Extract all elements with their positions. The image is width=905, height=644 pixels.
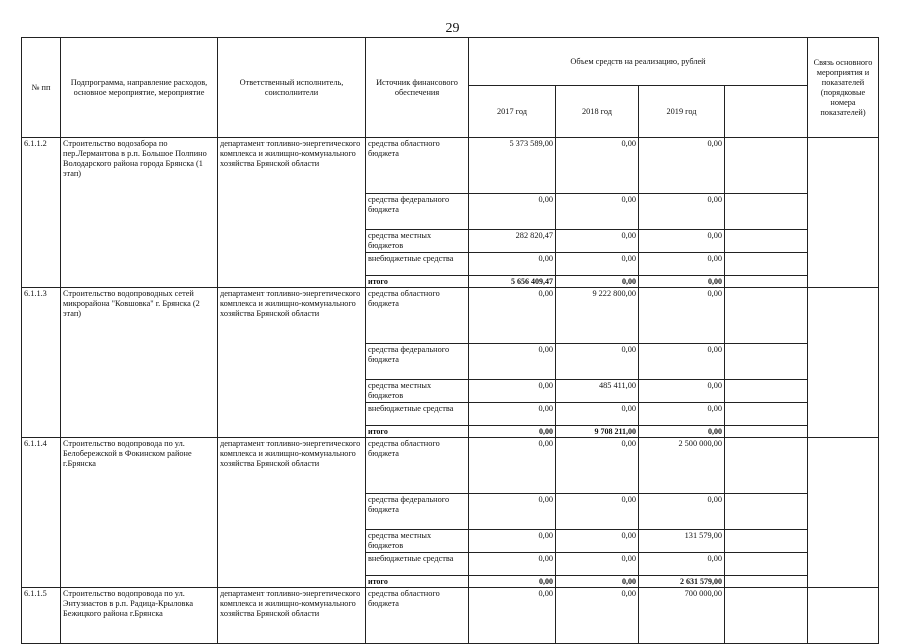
header-year-2019: 2019 год bbox=[639, 86, 725, 138]
table-row bbox=[22, 288, 879, 344]
amount-empty bbox=[725, 426, 808, 438]
amount-2019: 0,00 bbox=[639, 344, 725, 380]
table-body bbox=[22, 138, 879, 644]
amount-2018: 9 222 800,00 bbox=[556, 288, 639, 344]
funding-source: средства областного бюджета bbox=[366, 438, 469, 494]
header-num: № пп bbox=[22, 38, 61, 138]
amount-2019: 0,00 bbox=[639, 276, 725, 288]
amount-empty bbox=[725, 344, 808, 380]
funding-source: внебюджетные средства bbox=[366, 553, 469, 576]
amount-2017: 5 373 589,00 bbox=[469, 138, 556, 194]
amount-empty bbox=[725, 138, 808, 194]
amount-2019: 0,00 bbox=[639, 194, 725, 230]
amount-2018: 0,00 bbox=[556, 553, 639, 576]
amount-2017: 0,00 bbox=[469, 553, 556, 576]
amount-2019: 0,00 bbox=[639, 426, 725, 438]
amount-2019: 0,00 bbox=[639, 288, 725, 344]
amount-empty bbox=[725, 230, 808, 253]
amount-2017: 0,00 bbox=[469, 576, 556, 588]
amount-2019: 0,00 bbox=[639, 553, 725, 576]
amount-2019: 0,00 bbox=[639, 380, 725, 403]
amount-2019: 0,00 bbox=[639, 138, 725, 194]
funding-source: средства местных бюджетов bbox=[366, 230, 469, 253]
measure-name: Строительство водозабора по пер.Лермантова в р.п. Большое Полпино Володарского района города Брянска (1 этап) bbox=[61, 138, 218, 288]
amount-empty bbox=[725, 380, 808, 403]
table-row bbox=[22, 138, 879, 194]
executor-name: департамент топливно-энергетического комплекса и жилищно-коммунального хозяйства Брянской области bbox=[218, 288, 366, 438]
amount-2018: 0,00 bbox=[556, 138, 639, 194]
amount-2019: 131 579,00 bbox=[639, 530, 725, 553]
amount-2018: 0,00 bbox=[556, 194, 639, 230]
executor-name: департамент топливно-энергетического комплекса и жилищно-коммунального хозяйства Брянской области bbox=[218, 438, 366, 588]
funding-source: внебюджетные средства bbox=[366, 403, 469, 426]
indicator-link bbox=[808, 138, 879, 288]
funding-source: средства местных бюджетов bbox=[366, 380, 469, 403]
amount-2019: 0,00 bbox=[639, 494, 725, 530]
funding-source: средства областного бюджета bbox=[366, 138, 469, 194]
amount-empty bbox=[725, 276, 808, 288]
funding-source: внебюджетные средства bbox=[366, 253, 469, 276]
indicator-link bbox=[808, 288, 879, 438]
row-number: 6.1.1.3 bbox=[22, 288, 61, 438]
funding-source: средства областного бюджета bbox=[366, 288, 469, 344]
header-link: Связь основного мероприятия и показателей (порядковые номера показателей) bbox=[808, 38, 879, 138]
amount-empty bbox=[725, 403, 808, 426]
executor-name: департамент топливно-энергетического комплекса и жилищно-коммунального хозяйства Брянской области bbox=[218, 588, 366, 644]
row-number: 6.1.1.5 bbox=[22, 588, 61, 644]
budget-table bbox=[21, 37, 879, 644]
amount-empty bbox=[725, 530, 808, 553]
amount-2017: 0,00 bbox=[469, 438, 556, 494]
amount-2018: 0,00 bbox=[556, 344, 639, 380]
table-header bbox=[22, 38, 879, 138]
amount-2019: 0,00 bbox=[639, 230, 725, 253]
executor-name: департамент топливно-энергетического комплекса и жилищно-коммунального хозяйства Брянской области bbox=[218, 138, 366, 288]
header-source: Источник финансового обеспечения bbox=[366, 38, 469, 138]
measure-name: Строительство водопровода по ул. Энтузиастов в р.п. Радица-Крыловка Бежицкого района г.Брянска bbox=[61, 588, 218, 644]
amount-2019: 2 500 000,00 bbox=[639, 438, 725, 494]
funding-source: средства федерального бюджета bbox=[366, 494, 469, 530]
amount-empty bbox=[725, 576, 808, 588]
amount-empty bbox=[725, 438, 808, 494]
amount-2017: 0,00 bbox=[469, 588, 556, 644]
amount-empty bbox=[725, 288, 808, 344]
amount-2017: 282 820,47 bbox=[469, 230, 556, 253]
measure-name: Строительство водопровода по ул. Белобережской в Фокинском районе г.Брянска bbox=[61, 438, 218, 588]
amount-2018: 0,00 bbox=[556, 403, 639, 426]
funding-source: средства федерального бюджета bbox=[366, 194, 469, 230]
amount-2017: 0,00 bbox=[469, 194, 556, 230]
amount-2019: 2 631 579,00 bbox=[639, 576, 725, 588]
amount-2018: 0,00 bbox=[556, 576, 639, 588]
header-year-2018: 2018 год bbox=[556, 86, 639, 138]
funding-source: итого bbox=[366, 276, 469, 288]
indicator-link bbox=[808, 438, 879, 588]
amount-empty bbox=[725, 553, 808, 576]
funding-source: средства областного бюджета bbox=[366, 588, 469, 644]
funding-source: средства местных бюджетов bbox=[366, 530, 469, 553]
amount-empty bbox=[725, 494, 808, 530]
header-volume: Объем средств на реализацию, рублей bbox=[469, 38, 808, 86]
amount-2018: 0,00 bbox=[556, 438, 639, 494]
amount-2017: 0,00 bbox=[469, 530, 556, 553]
row-number: 6.1.1.2 bbox=[22, 138, 61, 288]
amount-2017: 0,00 bbox=[469, 403, 556, 426]
table-row bbox=[22, 588, 879, 644]
amount-2017: 5 656 409,47 bbox=[469, 276, 556, 288]
amount-2018: 485 411,00 bbox=[556, 380, 639, 403]
amount-2018: 0,00 bbox=[556, 530, 639, 553]
amount-2017: 0,00 bbox=[469, 253, 556, 276]
amount-2017: 0,00 bbox=[469, 494, 556, 530]
amount-2018: 0,00 bbox=[556, 494, 639, 530]
amount-2018: 9 708 211,00 bbox=[556, 426, 639, 438]
amount-2018: 0,00 bbox=[556, 253, 639, 276]
header-program: Подпрограмма, направление расходов, основное мероприятие, мероприятие bbox=[61, 38, 218, 138]
indicator-link bbox=[808, 588, 879, 644]
amount-2017: 0,00 bbox=[469, 288, 556, 344]
header-year-2017: 2017 год bbox=[469, 86, 556, 138]
header-empty-year bbox=[725, 86, 808, 138]
funding-source: средства федерального бюджета bbox=[366, 344, 469, 380]
table-row bbox=[22, 438, 879, 494]
measure-name: Строительство водопроводных сетей микрорайона "Ковшовка" г. Брянска (2 этап) bbox=[61, 288, 218, 438]
amount-2018: 0,00 bbox=[556, 276, 639, 288]
amount-2019: 700 000,00 bbox=[639, 588, 725, 644]
amount-empty bbox=[725, 194, 808, 230]
amount-2017: 0,00 bbox=[469, 426, 556, 438]
amount-2017: 0,00 bbox=[469, 380, 556, 403]
amount-2017: 0,00 bbox=[469, 344, 556, 380]
page-number: 29 bbox=[445, 21, 460, 36]
amount-empty bbox=[725, 588, 808, 644]
amount-2019: 0,00 bbox=[639, 403, 725, 426]
amount-2019: 0,00 bbox=[639, 253, 725, 276]
amount-empty bbox=[725, 253, 808, 276]
amount-2018: 0,00 bbox=[556, 230, 639, 253]
funding-source: итого bbox=[366, 426, 469, 438]
funding-source: итого bbox=[366, 576, 469, 588]
amount-2018: 0,00 bbox=[556, 588, 639, 644]
header-executor: Ответственный исполнитель, соисполнители bbox=[218, 38, 366, 138]
row-number: 6.1.1.4 bbox=[22, 438, 61, 588]
